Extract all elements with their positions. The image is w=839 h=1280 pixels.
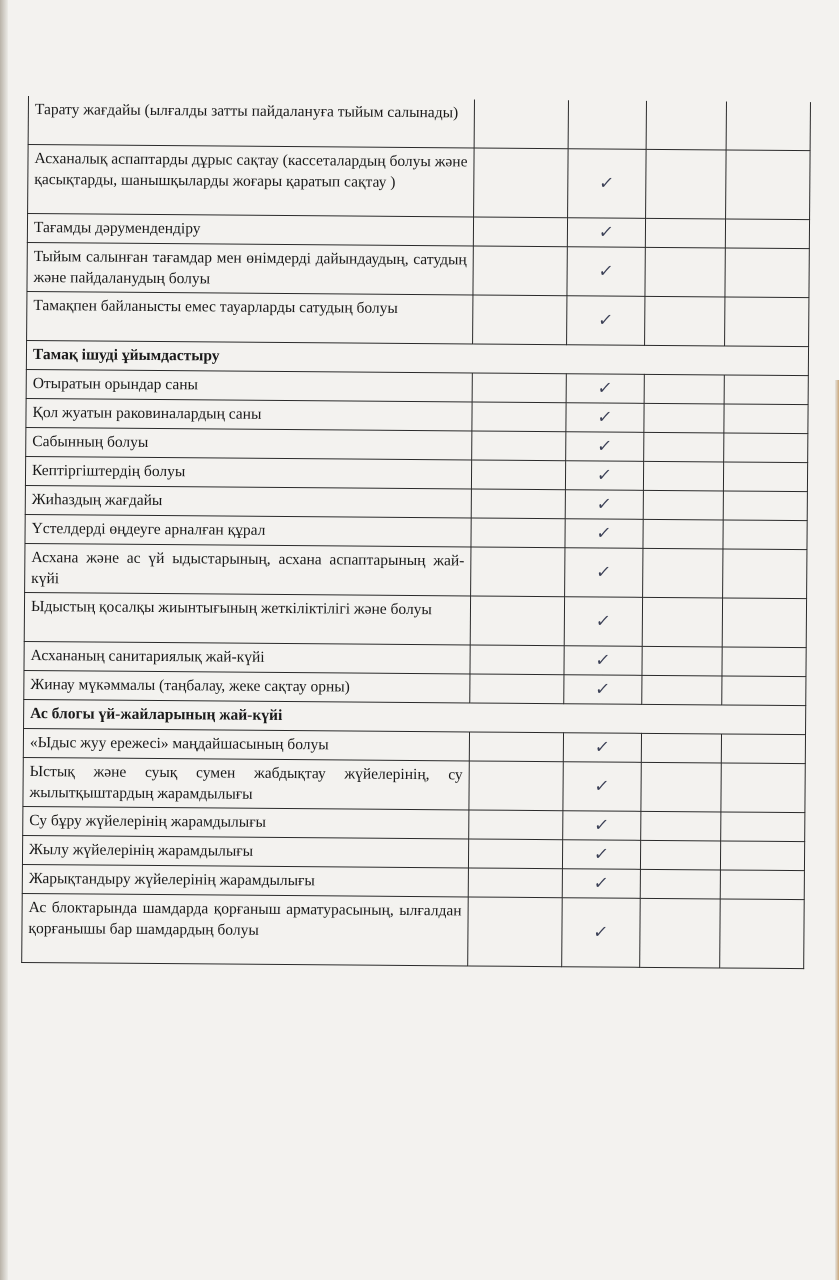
checklist-cell-col-4[interactable]: [721, 812, 805, 842]
checklist-cell-col-3[interactable]: [646, 101, 726, 150]
checklist-cell-col-3[interactable]: [644, 374, 724, 404]
checklist-cell-col-2[interactable]: [563, 811, 641, 841]
page-left-shadow: [0, 0, 8, 1280]
checklist-item-label: «Ыдыс жуу ережесі» маңдайшасының болуы: [23, 728, 469, 761]
checklist-cell-col-4[interactable]: [721, 763, 805, 813]
checklist-cell-col-3[interactable]: [640, 898, 721, 968]
page-right-edge: [835, 380, 839, 1280]
checkmark-icon: ✓: [598, 173, 616, 194]
checklist-cell-col-2[interactable]: [568, 149, 647, 219]
checklist-cell-col-1[interactable]: [473, 217, 567, 247]
checklist-cell-col-3[interactable]: [644, 403, 724, 433]
checklist-row: [23, 757, 805, 812]
checkmark-icon: ✓: [595, 522, 613, 544]
checkmark-icon: ✓: [596, 406, 614, 428]
checklist-cell-col-1[interactable]: [468, 839, 562, 869]
checklist-cell-col-2[interactable]: [564, 597, 642, 647]
checklist-cell-col-4[interactable]: [720, 841, 804, 871]
checklist-cell-col-2[interactable]: [562, 840, 640, 870]
checklist-cell-col-3[interactable]: [641, 762, 721, 812]
checklist-cell-col-2[interactable]: [564, 675, 642, 705]
checkmark-icon: ✓: [593, 814, 611, 836]
checklist-cell-col-1[interactable]: [474, 148, 569, 218]
checklist-row: [27, 291, 809, 346]
checklist-item-label: Су бұру жүйелерінің жарамдылығы: [23, 806, 469, 839]
document-sheet: [21, 96, 810, 969]
checklist-cell-col-2[interactable]: [566, 403, 644, 433]
checklist-row: [28, 96, 810, 151]
checklist-item-label: Тарату жағдайы (ылғалды затты пайдалануға тыйым салынады): [28, 96, 474, 148]
checklist-item-label: Жылу жүйелерінің жарамдылығы: [22, 835, 468, 868]
checkmark-icon: ✓: [593, 775, 611, 797]
checklist-cell-col-2[interactable]: [565, 490, 643, 520]
checklist-item-label: Қол жуатын раковиналардың саны: [26, 398, 472, 431]
checklist-cell-col-3[interactable]: [640, 869, 720, 899]
checklist-cell-col-3[interactable]: [640, 840, 720, 870]
checklist-row: [28, 145, 811, 220]
checkmark-icon: ✓: [595, 493, 613, 515]
checklist-item-label: Асхана және ас үй ыдыстарының, асхана аспаптарының жай-күйі: [25, 543, 471, 596]
checklist-cell-col-1[interactable]: [471, 489, 565, 519]
checklist-cell-col-4[interactable]: [722, 647, 806, 677]
checklist-cell-col-2[interactable]: [564, 646, 642, 676]
checkmark-icon: ✓: [596, 464, 614, 486]
checklist-cell-col-4[interactable]: [725, 248, 809, 298]
checklist-cell-col-4[interactable]: [722, 598, 806, 648]
checklist-cell-col-4[interactable]: [720, 870, 804, 900]
checkmark-icon: ✓: [592, 921, 610, 943]
checklist-cell-col-3[interactable]: [645, 296, 725, 346]
checklist-cell-col-4[interactable]: [723, 462, 807, 492]
checklist-item-label: Тыйым салынған тағамдар мен өнімдерді дайындаудың, сатудың және пайдаланудың болуы: [27, 242, 473, 295]
checklist-cell-col-2[interactable]: [567, 296, 645, 346]
checkmark-icon: ✓: [597, 222, 616, 243]
checklist-cell-col-2[interactable]: [565, 548, 643, 598]
checklist-cell-col-4[interactable]: [721, 734, 805, 764]
checkmark-icon: ✓: [595, 561, 613, 583]
checklist-row: [25, 543, 807, 598]
checklist-cell-col-2[interactable]: [563, 733, 641, 763]
section-title: Ас блогы үй-жайларының жай-күйі: [24, 699, 806, 734]
checkmark-icon: ✓: [596, 377, 614, 399]
inspection-checklist-table: [21, 96, 811, 969]
checkmark-icon: ✓: [594, 649, 612, 671]
checklist-cell-col-4[interactable]: [723, 549, 807, 599]
checklist-item-label: Отыратын орындар саны: [26, 369, 472, 402]
checklist-item-label: Тамақпен байланысты емес тауарларды сатудың болуы: [27, 291, 473, 344]
checklist-item-label: Ас блоктарында шамдарда қорғаныш арматурасының, ылғалдан қорғанышы бар шамдардың болуы: [22, 893, 469, 966]
checklist-cell-col-1[interactable]: [469, 732, 563, 762]
checklist-cell-col-3[interactable]: [643, 461, 723, 491]
checkmark-icon: ✓: [592, 872, 611, 894]
checklist-cell-col-1[interactable]: [473, 295, 567, 345]
checklist-row: [27, 242, 809, 297]
checklist-cell-col-4[interactable]: [723, 491, 807, 521]
checklist-cell-col-1[interactable]: [470, 596, 564, 646]
checklist-row: [24, 592, 806, 647]
checklist-cell-col-2[interactable]: [562, 869, 640, 899]
checklist-cell-col-4[interactable]: [725, 219, 809, 249]
checklist-cell-col-1[interactable]: [468, 868, 562, 898]
checklist-row: [22, 893, 805, 968]
checklist-cell-col-2[interactable]: [562, 898, 641, 968]
checklist-cell-col-4[interactable]: [724, 433, 808, 463]
checklist-cell-col-1[interactable]: [469, 810, 563, 840]
checklist-cell-col-4[interactable]: [726, 101, 810, 150]
checklist-cell-col-1[interactable]: [471, 518, 565, 548]
checklist-cell-col-2[interactable]: [567, 247, 645, 297]
checklist-cell-col-4[interactable]: [723, 520, 807, 550]
checklist-cell-col-3[interactable]: [643, 548, 723, 598]
checklist-cell-col-4[interactable]: [722, 676, 806, 706]
checklist-cell-col-1[interactable]: [472, 431, 566, 461]
checklist-cell-col-1[interactable]: [470, 645, 564, 675]
checklist-cell-col-1[interactable]: [472, 373, 566, 403]
checkmark-icon: ✓: [594, 610, 613, 632]
checklist-cell-col-3[interactable]: [643, 519, 723, 549]
checklist-cell-col-1[interactable]: [474, 100, 568, 149]
checklist-cell-col-1[interactable]: [473, 246, 567, 296]
checklist-item-label: Үстелдерді өңдеуге арналған құрал: [25, 514, 471, 547]
checklist-item-label: Асхананың санитариялық жай-күйі: [24, 641, 470, 674]
checklist-item-label: Ыстық және суық сумен жабдықтау жүйелерінің, су жылытқыштардың жарамдылығы: [23, 757, 469, 810]
checklist-cell-col-4[interactable]: [726, 150, 811, 220]
checklist-cell-col-2[interactable]: [566, 432, 644, 462]
checklist-cell-col-3[interactable]: [643, 490, 723, 520]
checklist-cell-col-3[interactable]: [645, 218, 725, 248]
checklist-cell-col-1[interactable]: [471, 547, 565, 597]
checklist-cell-col-2[interactable]: [568, 100, 646, 149]
checklist-cell-col-3[interactable]: [642, 675, 722, 705]
checklist-cell-col-3[interactable]: [642, 646, 722, 676]
checklist-cell-col-4[interactable]: [720, 899, 805, 969]
checklist-item-label: Жиһаздың жағдайы: [25, 485, 471, 518]
checklist-item-label: Жарықтандыру жүйелерінің жарамдылығы: [22, 864, 468, 897]
checklist-cell-col-2[interactable]: [566, 374, 644, 404]
checklist-cell-col-2[interactable]: [565, 461, 643, 491]
checklist-cell-col-2[interactable]: [565, 519, 643, 549]
checklist-cell-col-4[interactable]: [725, 297, 809, 347]
checkmark-icon: ✓: [594, 678, 612, 700]
checklist-cell-col-3[interactable]: [642, 597, 722, 647]
checklist-cell-col-2[interactable]: [563, 762, 641, 812]
checklist-cell-col-2[interactable]: [567, 218, 645, 248]
checkmark-icon: ✓: [593, 736, 612, 758]
checklist-cell-col-1[interactable]: [471, 460, 565, 490]
checklist-cell-col-3[interactable]: [641, 733, 721, 763]
checklist-cell-col-1[interactable]: [472, 402, 566, 432]
checklist-item-label: Асханалық аспаптарды дұрыс сақтау (кассеталардың болуы және қасықтарды, шанышқыларды жоғары қаратып сақтау ): [28, 145, 475, 218]
checklist-cell-col-3[interactable]: [641, 811, 721, 841]
checklist-cell-col-4[interactable]: [724, 375, 808, 405]
checklist-item-label: Сабынның болуы: [26, 427, 472, 460]
checklist-item-label: Кептіргіштердің болуы: [25, 456, 471, 489]
checkmark-icon: ✓: [593, 843, 611, 865]
checkmark-icon: ✓: [597, 310, 615, 331]
checkmark-icon: ✓: [596, 435, 614, 457]
checklist-cell-col-3[interactable]: [646, 149, 727, 219]
checklist-cell-col-1[interactable]: [469, 761, 563, 811]
checklist-item-label: Жинау мүкәммалы (таңбалау, жеке сақтау орны): [24, 670, 470, 703]
checklist-cell-col-3[interactable]: [644, 432, 724, 462]
checklist-cell-col-1[interactable]: [470, 674, 564, 704]
checklist-item-label: Ыдыстың қосалқы жиынтығының жеткіліктілігі және болуы: [24, 592, 470, 645]
section-title: Тамақ ішуді ұйымдастыру: [26, 340, 808, 375]
checkmark-icon: ✓: [597, 261, 615, 282]
checklist-rows: [22, 96, 811, 969]
checklist-cell-col-4[interactable]: [724, 404, 808, 434]
checklist-item-label: Тағамды дәрумендендіру: [27, 214, 473, 247]
checklist-cell-col-3[interactable]: [645, 247, 725, 297]
checklist-cell-col-1[interactable]: [468, 897, 563, 967]
